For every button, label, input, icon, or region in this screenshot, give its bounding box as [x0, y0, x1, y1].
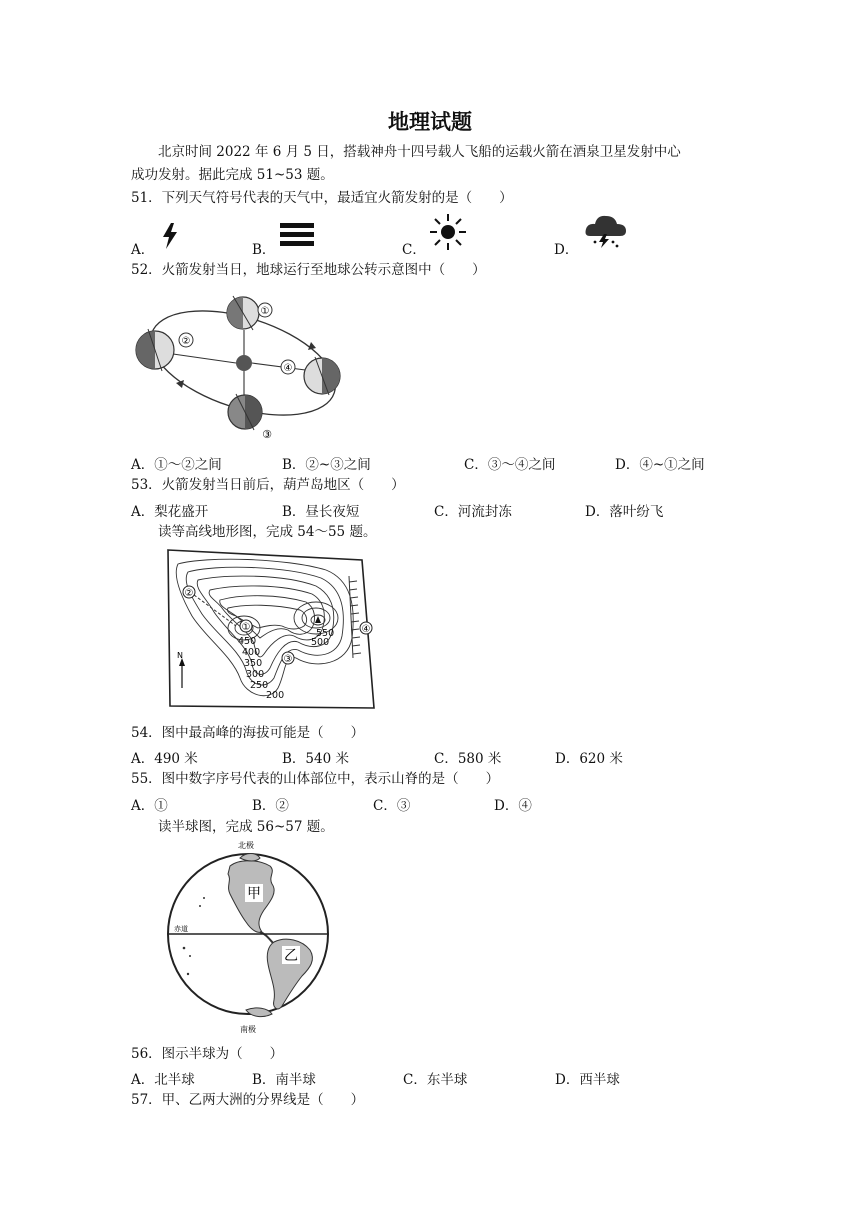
contour-label-500: 500	[311, 637, 330, 648]
north-pole-label: 北极	[238, 841, 254, 850]
question-54-stem: 54．图中最高峰的海拔可能是（ ）	[131, 725, 365, 741]
hemisphere-intro: 读半球图，完成 56~57 题。	[158, 819, 334, 835]
label-2: ②	[181, 336, 191, 347]
question-57-stem: 57．甲、乙两大洲的分界线是（ ）	[131, 1092, 365, 1108]
contour-label-350: 350	[244, 658, 263, 669]
point-3-label: ③	[283, 654, 293, 665]
point-1-label: ①	[241, 622, 251, 633]
sunny-icon	[428, 212, 468, 252]
point-4-label: ④	[361, 624, 371, 635]
q54-option-c: C．580 米	[434, 751, 502, 767]
q51-option-c-label: C．	[402, 242, 426, 258]
question-55-stem: 55．图中数字序号代表的山体部位中，表示山脊的是（ ）	[131, 771, 500, 787]
equator-label: 赤道	[174, 925, 188, 933]
q56-option-c: C．东半球	[403, 1072, 468, 1088]
contour-label-250: 250	[250, 680, 269, 691]
western-hemisphere-map	[160, 836, 336, 1036]
question-52-stem: 52．火箭发射当日，地球运行至地球公转示意图中（ ）	[131, 262, 486, 278]
q54-option-d: D．620 米	[555, 751, 623, 767]
q53-option-d: D．落叶纷飞	[585, 504, 664, 520]
earth-position-2	[136, 329, 174, 371]
intro-line-2: 成功发射。据此完成 51~53 题。	[131, 167, 334, 183]
q52-option-c: C．③～④之间	[464, 457, 556, 473]
contour-label-450: 450	[238, 636, 257, 647]
question-56-stem: 56．图示半球为（ ）	[131, 1046, 284, 1062]
q53-option-c: C．河流封冻	[434, 504, 512, 520]
page-title: 地理试题	[388, 110, 472, 134]
continent-b-label: 乙	[284, 948, 298, 964]
point-4-marker	[360, 622, 372, 635]
contour-map	[166, 546, 378, 712]
q55-option-c: C．③	[373, 798, 411, 814]
q56-option-b: B．南半球	[252, 1072, 316, 1088]
q51-option-b-label: B．	[252, 242, 276, 258]
label-3: ③	[262, 428, 272, 441]
lightning-icon	[160, 222, 180, 250]
q56-option-a: A．北半球	[131, 1072, 195, 1088]
contour-intro: 读等高线地形图，完成 54～55 题。	[158, 524, 377, 540]
intro-line-1: 北京时间 2022 年 6 月 5 日，搭载神舟十四号载人飞船的运载火箭在酒泉卫星发射中心	[158, 144, 681, 160]
point-2-marker	[183, 586, 195, 599]
contour-label-300: 300	[246, 669, 265, 680]
continent-a-label: 甲	[247, 886, 261, 902]
q55-option-a: A．①	[131, 798, 168, 814]
south-pole-label: 南极	[240, 1025, 256, 1034]
earth-position-4	[304, 357, 340, 395]
q54-option-a: A．490 米	[131, 751, 198, 767]
fog-icon	[280, 222, 314, 248]
earth-revolution-diagram	[128, 288, 358, 450]
q54-option-b: B．540 米	[282, 751, 349, 767]
earth-position-1	[227, 296, 259, 330]
contour-label-550: 550	[316, 628, 335, 639]
thunderstorm-icon	[584, 212, 628, 250]
label-1: ①	[260, 306, 270, 317]
point-3-marker	[282, 652, 294, 665]
q51-option-a-label: A．	[131, 242, 155, 258]
label-4: ④	[283, 363, 293, 374]
point-1-marker	[240, 620, 252, 633]
question-51-stem: 51．下列天气符号代表的天气中，最适宜火箭发射的是（ ）	[131, 190, 513, 206]
q53-option-b: B．昼长夜短	[282, 504, 360, 520]
q52-option-d: D．④~①之间	[615, 457, 705, 473]
q53-option-a: A．梨花盛开	[131, 504, 209, 520]
point-2-label: ②	[184, 588, 194, 599]
q51-option-d-label: D．	[554, 242, 579, 258]
contour-label-200: 200	[266, 690, 285, 701]
contour-label-400: 400	[242, 647, 261, 658]
q55-option-d: D．④	[494, 798, 532, 814]
q55-option-b: B．②	[252, 798, 289, 814]
q56-option-d: D．西半球	[555, 1072, 620, 1088]
north-label: N	[177, 651, 183, 660]
earth-position-3	[228, 394, 262, 430]
q52-option-a: A．①～②之间	[131, 457, 222, 473]
q52-option-b: B．②~③之间	[282, 457, 371, 473]
question-53-stem: 53．火箭发射当日前后，葫芦岛地区（ ）	[131, 477, 405, 493]
